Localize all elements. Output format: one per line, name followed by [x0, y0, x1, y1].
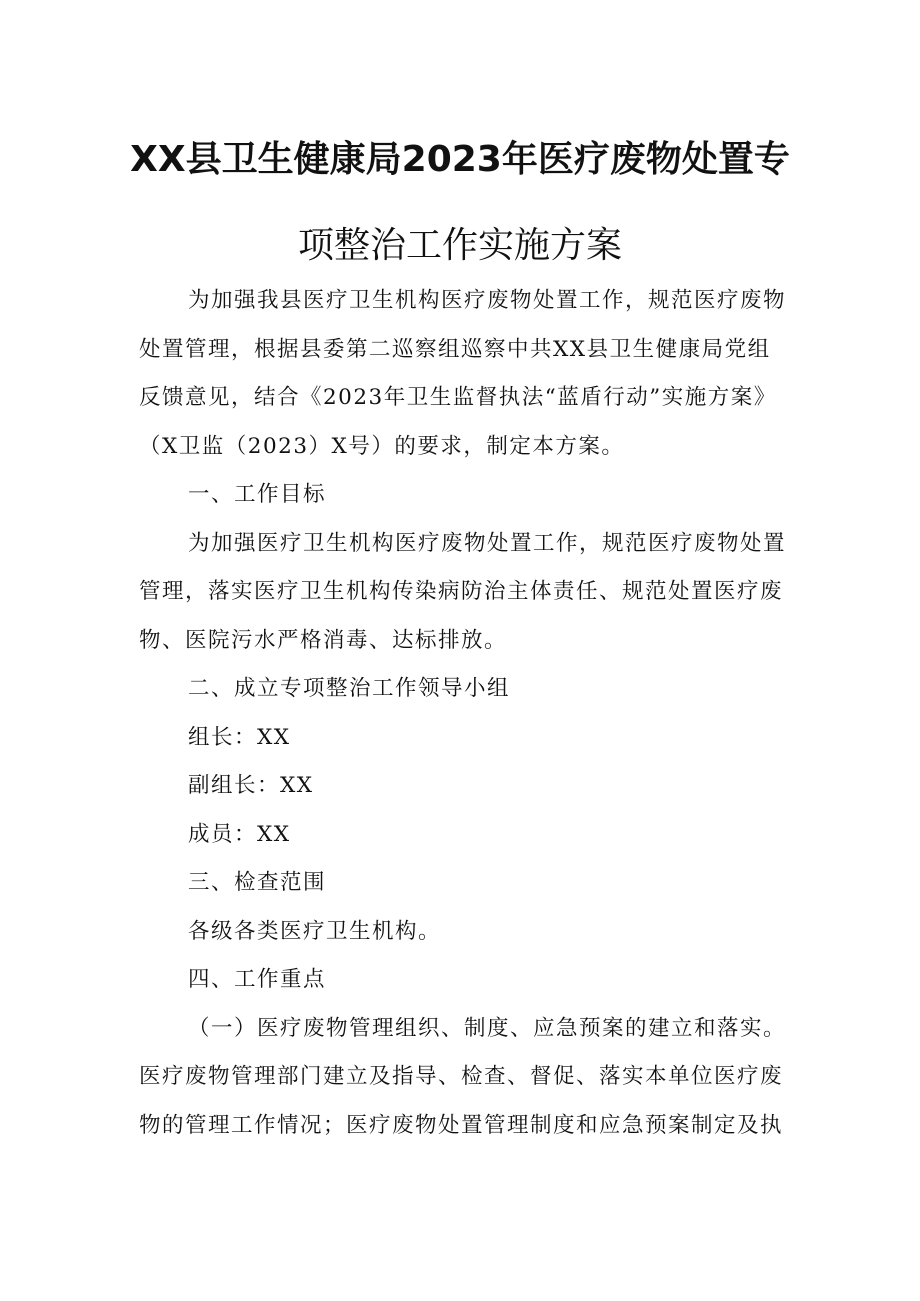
key-work-line: 医疗废物管理部门建立及指导、检查、督促、落实本单位医疗废 — [139, 1064, 784, 1089]
section-heading-goals: 一、工作目标 — [188, 482, 327, 507]
document-body — [139, 277, 789, 1150]
key-work-line: 物的管理工作情况；医疗废物处置管理制度和应急预案制定及执 — [139, 1112, 784, 1138]
goals-line: 管理，落实医疗卫生机构传染病防治主体责任、规范处置医疗废 — [139, 579, 784, 604]
group-leader: 组长：XX — [188, 724, 291, 750]
group-members: 成员：XX — [188, 821, 291, 847]
intro-line: 为加强我县医疗卫生机构医疗废物处置工作，规范医疗废物 — [188, 288, 787, 313]
document-title-line-2: 项整治工作实施方案 — [297, 225, 622, 266]
scope-text: 各级各类医疗卫生机构。 — [188, 918, 442, 944]
section-heading-leading-group: 二、成立专项整治工作领导小组 — [188, 676, 511, 701]
key-work-line: （一）医疗废物管理组织、制度、应急预案的建立和落实。 — [188, 1015, 787, 1041]
document-title-line-1: XX县卫生健康局2023年医疗废物处置专 — [130, 139, 790, 180]
goals-line: 物、医院污水严格消毒、达标排放。 — [139, 627, 508, 653]
intro-line: 反馈意见，结合《2023年卫生监督执法“蓝盾行动”实施方案》 — [139, 385, 777, 410]
section-heading-scope: 三、检查范围 — [188, 870, 327, 895]
section-heading-key-work: 四、工作重点 — [188, 967, 327, 992]
intro-line: 处置管理，根据县委第二巡察组巡察中共XX县卫生健康局党组 — [139, 336, 771, 362]
group-vice-leader: 副组长：XX — [188, 773, 314, 798]
intro-line: （X卫监（2023）X号）的要求，制定本方案。 — [139, 433, 625, 459]
goals-line: 为加强医疗卫生机构医疗废物处置工作，规范医疗废物处置 — [188, 530, 787, 556]
